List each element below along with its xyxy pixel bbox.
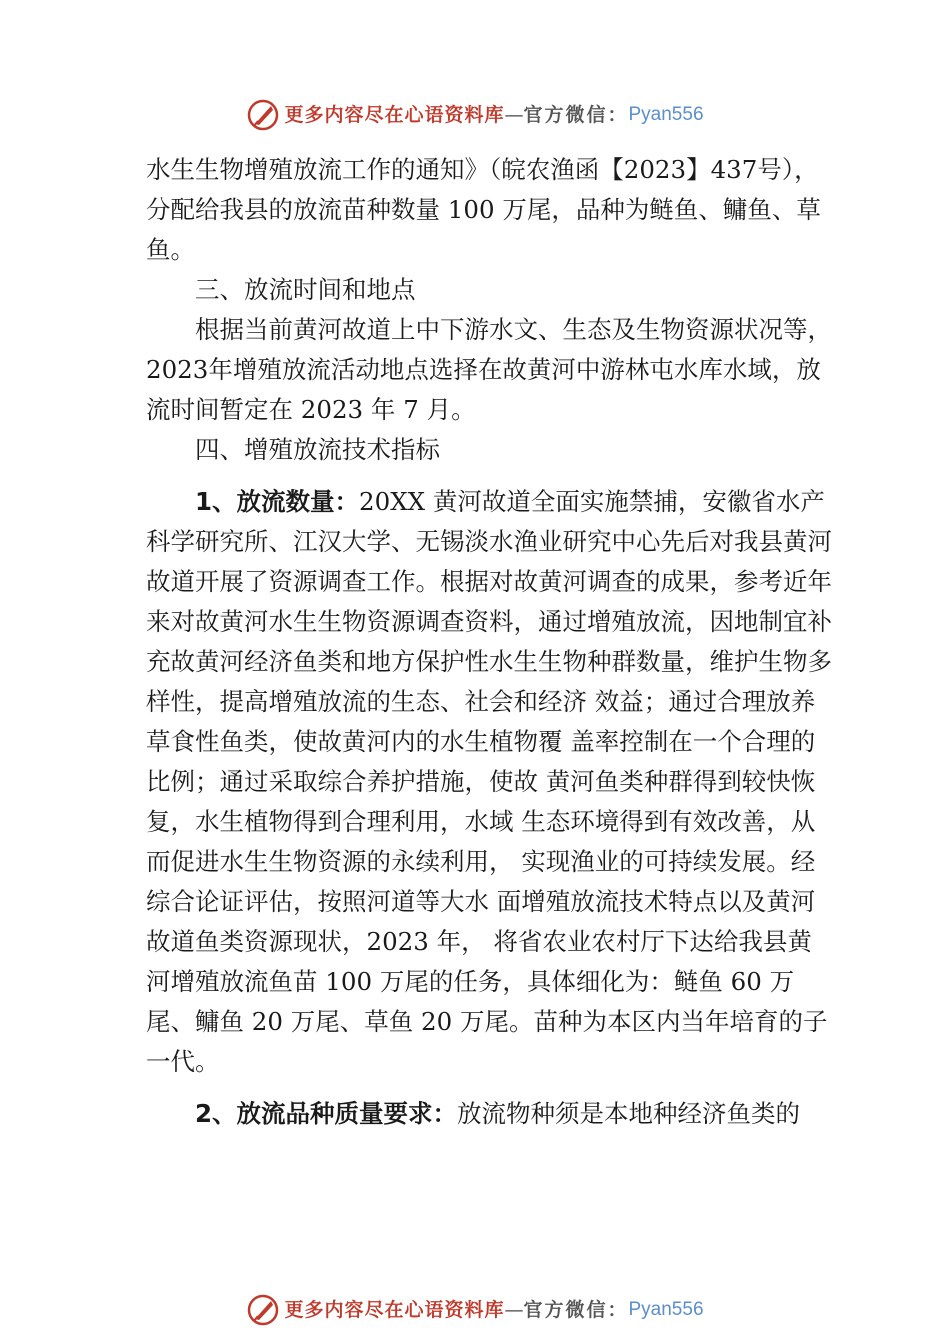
watermark-wechat-id: Pyan556 [628, 104, 704, 125]
feather-pen-logo-icon [246, 98, 280, 132]
watermark-dash: — [504, 104, 524, 126]
watermark-dash: — [504, 1299, 524, 1321]
paragraph-notice-continuation: 水生生物增殖放流工作的通知》（皖农渔函【2023】437号），分配给我县的放流苗种数量 100 万尾，品种为鲢鱼、鳙鱼、草鱼。 [146, 155, 821, 264]
document-body [146, 150, 836, 1134]
species-quality-label: 2、放流品种质量要求： [195, 1099, 458, 1128]
watermark-wechat-id: Pyan556 [628, 1299, 704, 1320]
section-heading-time-place: 三、放流时间和地点 [195, 275, 416, 304]
watermark-official-label: 官方微信： [523, 104, 629, 126]
footer-watermark [0, 1289, 950, 1329]
paragraph-species-quality [146, 1094, 836, 1134]
watermark-brand-text: 更多内容尽在心语资料库 [284, 104, 505, 126]
watermark-brand-text: 更多内容尽在心语资料库 [284, 1299, 505, 1321]
watermark-official-label: 官方微信： [523, 1299, 629, 1321]
release-quantity-text: 20XX 黄河故道全面实施禁捕，安徽省水产科学研究所、江汉大学、无锡淡水渔业研究中心先后对我县黄河故道开展了资源调查工作。根据对故黄河调查的成果，参考近年来对故黄河水生生物资源调查资料，通过增殖放流，因地制宜补充故黄河经济鱼类和地方保护性水生生物种群数量，维护生物多样性，提高增殖放流的生态、社会和经济 效益；通过合理放养草食性鱼类，使故黄河内的水生植物覆 盖率控制在一个合理的比例；通过采取综合养护措施，使故 黄河鱼类种群得到较快恢复，水生植物得到合理利用，水域 生态环境得到有效改善，从而促进水生生物资源的永续利用， 实现渔业的可持续发展。经综合论证评估，按照河道等大水 面增殖放流技术特点以及黄河故道鱼类资源现状，2023 年， 将省农业农村厅下达给我县黄河增殖放流鱼苗 100 万尾的任务，具体细化为：鲢鱼 60 万尾、鳙鱼 20 万尾、草鱼 20 万尾。苗种为本区内当年培育的子一代。 [146, 487, 832, 1076]
paragraph-time-place: 根据当前黄河故道上中下游水文、生态及生物资源状况等，2023年增殖放流活动地点选择在故黄河中游林屯水库水域，放流时间暂定在 2023 年 7 月。 [146, 315, 832, 424]
section-heading-technical-indicators: 四、增殖放流技术指标 [195, 435, 440, 464]
species-quality-text: 放流物种须是本地种经济鱼类的 [457, 1099, 801, 1128]
paragraph-release-quantity [146, 482, 836, 1082]
feather-pen-logo-icon [246, 1293, 280, 1327]
release-quantity-label: 1、放流数量： [195, 487, 360, 516]
header-watermark [0, 94, 950, 134]
